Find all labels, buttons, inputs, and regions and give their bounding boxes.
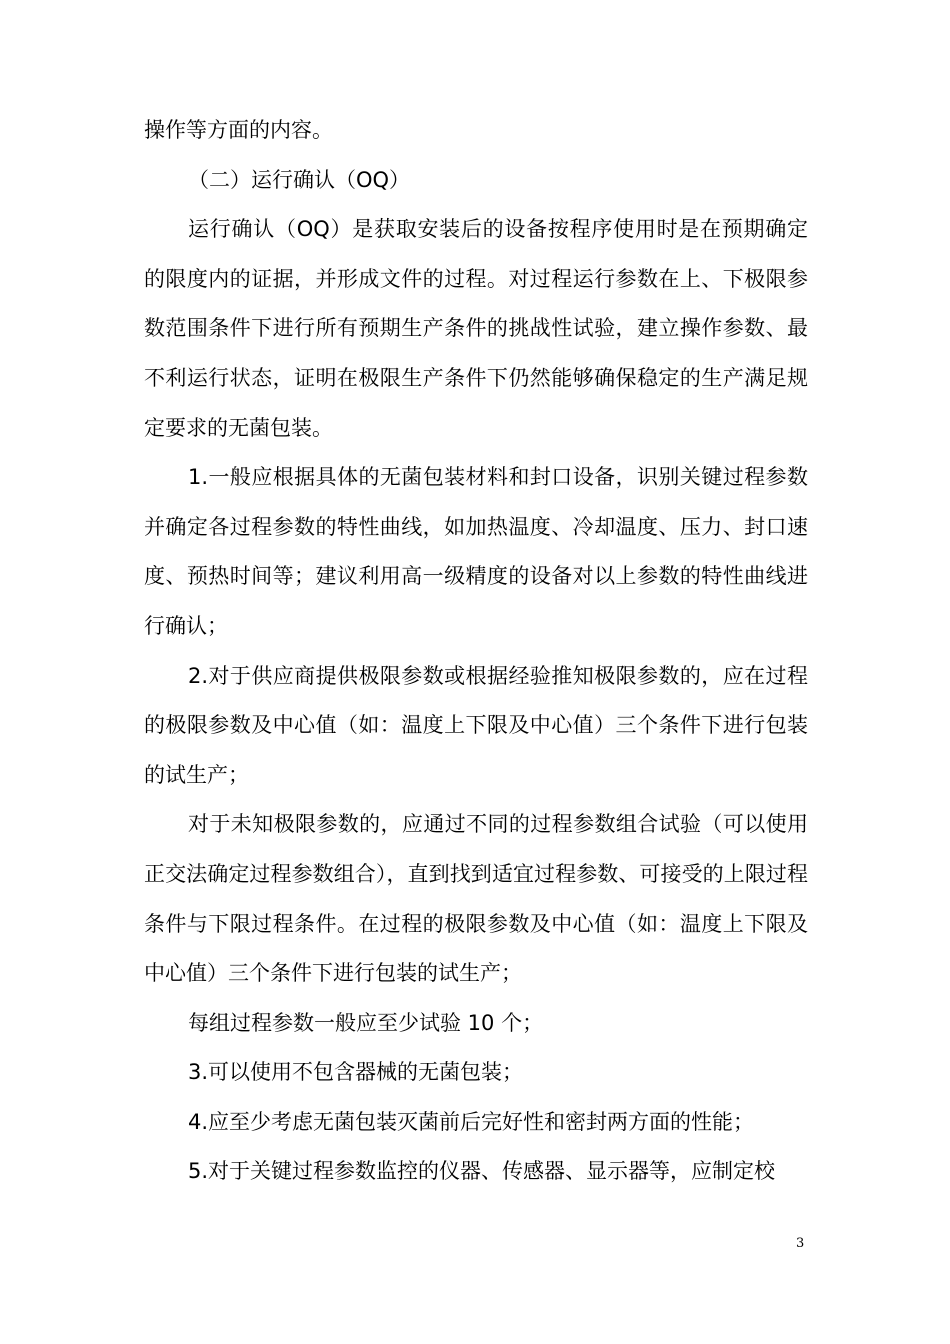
paragraph-item-4: 4.应至少考虑无菌包装灭菌前后完好性和密封两方面的性能； xyxy=(188,1109,755,1134)
paragraph-test-count: 每组过程参数一般应至少试验 10 个； xyxy=(188,1010,544,1035)
section-heading-oq: （二）运行确认（OQ） xyxy=(188,167,411,192)
page-number: 3 xyxy=(796,1236,805,1251)
paragraph-item-2: 2.对于供应商提供极限参数或根据经验推知极限参数的，应在过程的极限参数及中心值（如：温度上下限及中心值）三个条件下进行包装的试生产； xyxy=(144,663,808,787)
paragraph-item-5: 5.对于关键过程参数监控的仪器、传感器、显示器等，应制定校 xyxy=(188,1159,776,1184)
body-text xyxy=(144,106,808,1197)
paragraph-unknown-limits: 对于未知极限参数的，应通过不同的过程参数组合试验（可以使用正交法确定过程参数组合），直到找到适宜过程参数、可接受的上限过程条件与下限过程条件。在过程的极限参数及中心值（如：温度上下限及中心值）三个条件下进行包装的试生产； xyxy=(144,812,808,986)
paragraph-oq-definition: 运行确认（OQ）是获取安装后的设备按程序使用时是在预期确定的限度内的证据，并形成文件的过程。对过程运行参数在上、下极限参数范围条件下进行所有预期生产条件的挑战性试验，建立操作参数、最不利运行状态，证明在极限生产条件下仍然能够确保稳定的生产满足规定要求的无菌包装。 xyxy=(144,217,808,440)
paragraph-item-1: 1.一般应根据具体的无菌包装材料和封口设备，识别关键过程参数并确定各过程参数的特性曲线，如加热温度、冷却温度、压力、封口速度、预热时间等；建议利用高一级精度的设备对以上参数的特性曲线进行确认； xyxy=(144,465,808,638)
paragraph-continuation: 操作等方面的内容。 xyxy=(144,118,333,142)
paragraph-item-3: 3.可以使用不包含器械的无菌包装； xyxy=(188,1060,524,1085)
